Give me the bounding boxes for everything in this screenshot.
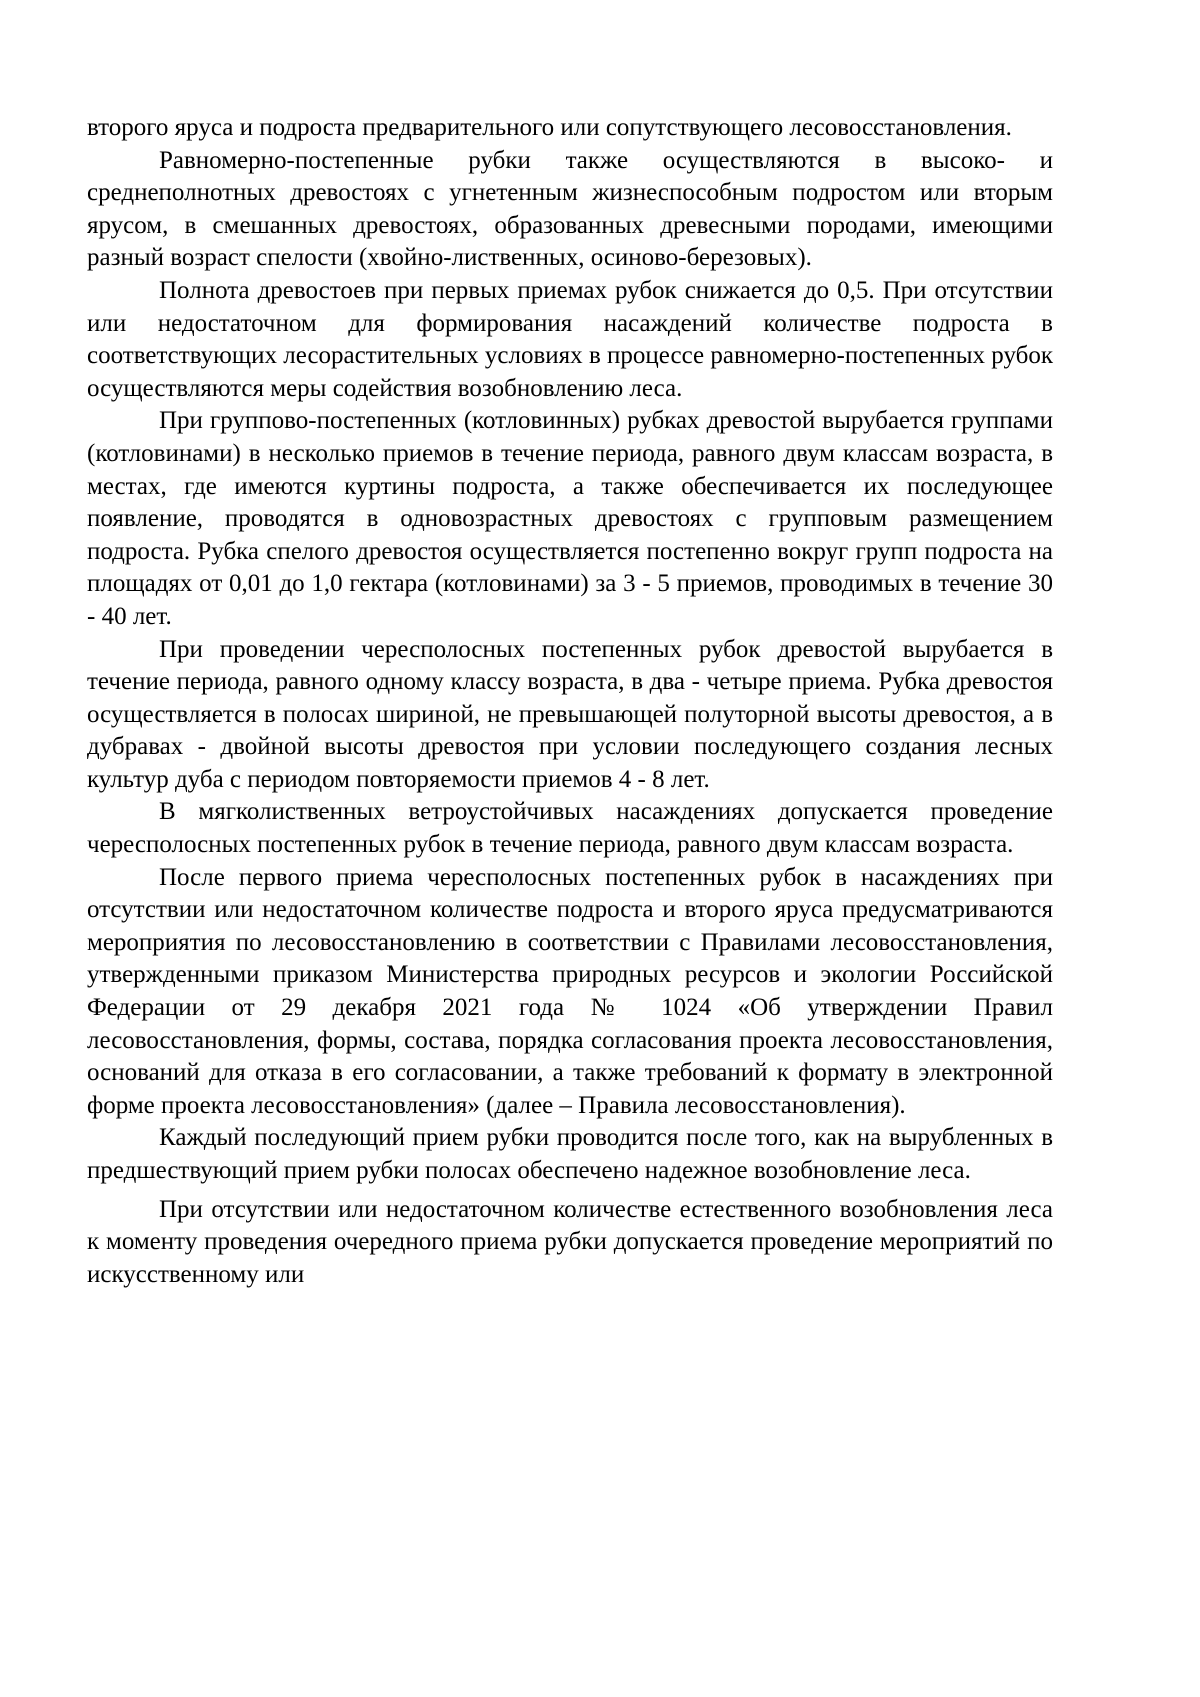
paragraph-5: При проведении чересполосных постепенных рубок древостой вырубается в течение периода, равного одному классу возраста, в два - четыре приема. Рубка древостоя осуществляется в полосах шириной, не превышающей полуторной высоты древостоя, а в дубравах - двойной высоты древостоя при условии последующего создания лесных культур дуба с периодом повторяемости приемов 4 - 8 лет. [87,635,1053,793]
paragraph-9: При отсутствии или недостаточном количестве естественного возобновления леса к моменту проведения очередного приема рубки допускается проведение мероприятий по искусственному или [87,1195,1053,1288]
paragraph-7: После первого приема чересполосных постепенных рубок в насаждениях при отсутствии или недостаточном количестве подроста и второго яруса предусматриваются мероприятия по лесовосстановлению в соответствии с Правилами лесовосстановления, утвержденными приказом Министерства природных ресурсов и экологии Российской Федерации от 29 декабря 2021 года № 1024 «Об утверждении Правил лесовосстановления, формы, состава, порядка согласования проекта лесовосстановления, оснований для отказа в его согласовании, а также требований к формату в электронной форме проекта лесовосстановления» (далее – Правила лесовосстановления). [87,863,1053,1119]
paragraph-6: В мягколиственных ветроустойчивых насаждениях допускается проведение чересполосных постепенных рубок в течение периода, равного двум классам возраста. [87,798,1053,859]
paragraph-4: При группово-постепенных (котловинных) рубках древостой вырубается группами (котловинами) в несколько приемов в течение периода, равного двум классам возраста, в местах, где имеются куртины подроста, а также обеспечивается их последующее появление, проводятся в одновозрастных древостоях с групповым размещением подроста. Рубка спелого древостоя осуществляется постепенно вокруг групп подроста на площадях от 0,01 до 1,0 гектара (котловинами) за 3 - 5 приемов, проводимых в течение 30 - 40 лет. [87,407,1053,630]
paragraph-3: Полнота древостоев при первых приемах рубок снижается до 0,5. При отсутствии или недостаточном для формирования насаждений количестве подроста в соответствующих лесорастительных условиях в процессе равномерно-постепенных рубок осуществляются меры содействия возобновлению леса. [87,276,1053,402]
document-page [87,112,1053,1291]
paragraph-1: второго яруса и подроста предварительного или сопутствующего лесовосстановления. [87,114,1012,141]
paragraph-2: Равномерно-постепенные рубки также осуществляются в высоко- и среднеполнотных древостоях с угнетенным жизнеспособным подростом или вторым ярусом, в смешанных древостоях, образованных древесными породами, имеющими разный возраст спелости (хвойно-лиственных, осиново-березовых). [87,146,1053,272]
paragraph-8: Каждый последующий прием рубки проводится после того, как на вырубленных в предшествующий прием рубки полосах обеспечено надежное возобновление леса. [87,1124,1053,1184]
